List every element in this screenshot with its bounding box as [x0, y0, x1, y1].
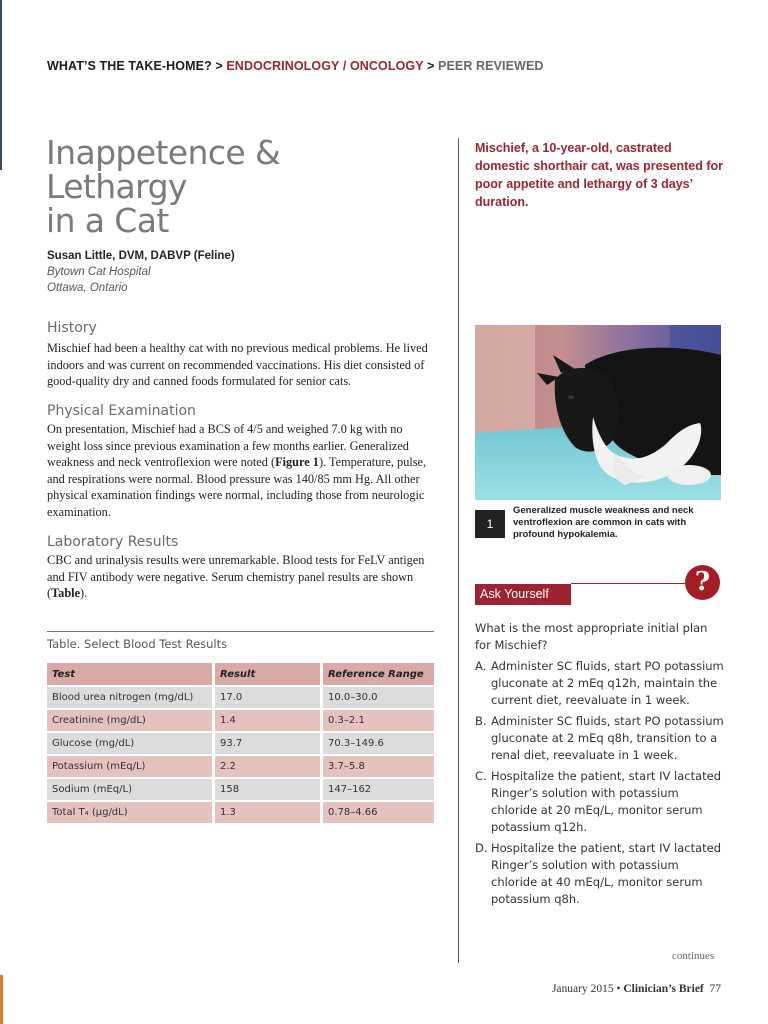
- column-divider: [458, 138, 459, 963]
- breadcrumb-section[interactable]: WHAT’S THE TAKE-HOME?: [47, 59, 212, 73]
- physical-exam-heading: Physical Examination: [47, 403, 196, 419]
- answer-options: [475, 658, 725, 912]
- page-footer: [552, 983, 721, 995]
- breadcrumb-separator: >: [211, 59, 227, 73]
- cell-test: Potassium (mEq/L): [47, 756, 215, 777]
- lab-results-heading: Laboratory Results: [47, 534, 179, 550]
- ask-yourself-label: Ask Yourself: [475, 584, 571, 605]
- author-name: Susan Little, DVM, DABVP (Feline): [47, 250, 235, 262]
- breadcrumb: [47, 59, 544, 73]
- edge-bar-bottom: [0, 975, 3, 1024]
- author-hospital: Bytown Cat Hospital: [47, 266, 151, 278]
- option-letter: C.: [475, 769, 487, 783]
- cell-reference-range: 0.78–4.66: [323, 802, 434, 823]
- breadcrumb-topic[interactable]: ENDOCRINOLOGY / ONCOLOGY: [226, 59, 424, 73]
- cell-reference-range: 3.7–5.8: [323, 756, 434, 777]
- table-caption: Table. Select Blood Test Results: [47, 637, 228, 651]
- answer-option-c[interactable]: [475, 768, 725, 836]
- author-block: [47, 248, 235, 296]
- cell-test: Creatinine (mg/dL): [47, 710, 215, 731]
- cell-result: 1.3: [215, 802, 323, 823]
- quiz-question: What is the most appropriate initial plan for Mischief?: [475, 621, 708, 652]
- title-line-1: Inappetence & Lethargy: [46, 133, 281, 206]
- table-row: [47, 733, 434, 754]
- table-reference-link[interactable]: Table: [51, 586, 81, 600]
- cell-reference-range: 70.3–149.6: [323, 733, 434, 754]
- figure-reference-link[interactable]: Figure 1: [275, 455, 319, 469]
- page-number: 77: [709, 983, 721, 995]
- cell-reference-range: 147–162: [323, 779, 434, 800]
- option-letter: A.: [475, 659, 487, 673]
- table-header-row: [47, 663, 434, 685]
- answer-option-a[interactable]: [475, 658, 725, 709]
- breadcrumb-review: PEER REVIEWED: [438, 59, 544, 73]
- cell-result: 2.2: [215, 756, 323, 777]
- history-heading: History: [47, 320, 97, 336]
- physical-text-part: On presentation, Mischief had a BCS of 4/5 and weighed 7.0 kg with no weight loss since previous examination a few months earlier. Generalized weakness and neck ventroflexion were noted (: [47, 422, 409, 469]
- physical-text-part: ). Temperature, pulse, and respirations were normal. Blood pressure was 140/85 mm Hg. All other physical examination findings were normal, including those from neurologic examination.: [47, 455, 427, 519]
- blood-test-table: [47, 661, 434, 825]
- cell-test: Sodium (mEq/L): [47, 779, 215, 800]
- answer-option-d[interactable]: [475, 840, 725, 908]
- column-header-test: Test: [47, 663, 215, 685]
- lab-text-part: ).: [80, 586, 88, 600]
- option-text: Administer SC fluids, start PO potassium gluconate at 2 mEq q12h, maintain the current diet, reevaluate in 1 week.: [491, 659, 724, 707]
- table-row: [47, 710, 434, 731]
- column-header-result: Result: [215, 663, 323, 685]
- table-row: [47, 756, 434, 777]
- option-text: Hospitalize the patient, start IV lactated Ringer’s solution with potassium chloride at 20 mEq/L, monitor serum potassium q12h.: [491, 769, 722, 834]
- option-letter: B.: [475, 714, 487, 728]
- author-location: Ottawa, Ontario: [47, 282, 128, 294]
- cell-test: Total T₄ (µg/dL): [47, 802, 215, 823]
- answer-option-b[interactable]: [475, 713, 725, 764]
- lab-results-text: [47, 552, 435, 602]
- cell-reference-range: 10.0–30.0: [323, 687, 434, 708]
- cell-result: 93.7: [215, 733, 323, 754]
- figure-caption: Generalized muscle weakness and neck ventroflexion are common in cats with profound hypokalemia.: [513, 505, 694, 540]
- cell-result: 1.4: [215, 710, 323, 731]
- cell-result: 17.0: [215, 687, 323, 708]
- lab-text-part: CBC and urinalysis results were unremarkable. Blood tests for FeLV antigen and FIV antibody were negative. Serum chemistry panel results are shown (: [47, 553, 425, 600]
- option-text: Administer SC fluids, start PO potassium gluconate at 2 mEq q8h, transition to a renal diet, reevaluate in 1 week.: [491, 714, 724, 762]
- table-row: [47, 687, 434, 708]
- breadcrumb-separator: >: [423, 59, 439, 73]
- ask-yourself-rule: [571, 583, 689, 584]
- table-divider: [47, 631, 434, 632]
- figure-number-badge: 1: [475, 510, 505, 538]
- footer-publication: Clinician’s Brief: [623, 983, 704, 995]
- column-header-reference-range: Reference Range: [323, 663, 434, 685]
- case-introduction: Mischief, a 10-year-old, castrated domestic shorthair cat, was presented for poor appetite and lethargy of 3 days’ duration.: [475, 141, 723, 209]
- table-row: [47, 802, 434, 823]
- cell-result: 158: [215, 779, 323, 800]
- title-line-2: in a Cat: [46, 201, 169, 240]
- edge-bar-top: [0, 0, 2, 170]
- footer-date: January 2015 •: [551, 983, 624, 995]
- cat-illustration: [475, 325, 721, 500]
- physical-exam-text: [47, 421, 435, 520]
- table-row: [47, 779, 434, 800]
- article-title: [46, 133, 426, 240]
- cell-reference-range: 0.3–2.1: [323, 710, 434, 731]
- continues-link[interactable]: continues: [672, 950, 715, 962]
- cell-test: Blood urea nitrogen (mg/dL): [47, 687, 215, 708]
- cat-photo: [475, 325, 721, 500]
- cell-test: Glucose (mg/dL): [47, 733, 215, 754]
- history-text: Mischief had been a healthy cat with no previous medical problems. He lived indoors and was current on recommended vaccinations. His diet consisted of good-quality dry and canned foods formulated for senior cats.: [47, 341, 428, 388]
- question-mark-icon: ?: [685, 565, 720, 600]
- option-text: Hospitalize the patient, start IV lactated Ringer’s solution with potassium chloride at 40 mEq/L, monitor serum potassium q8h.: [491, 841, 722, 906]
- option-letter: D.: [475, 841, 488, 855]
